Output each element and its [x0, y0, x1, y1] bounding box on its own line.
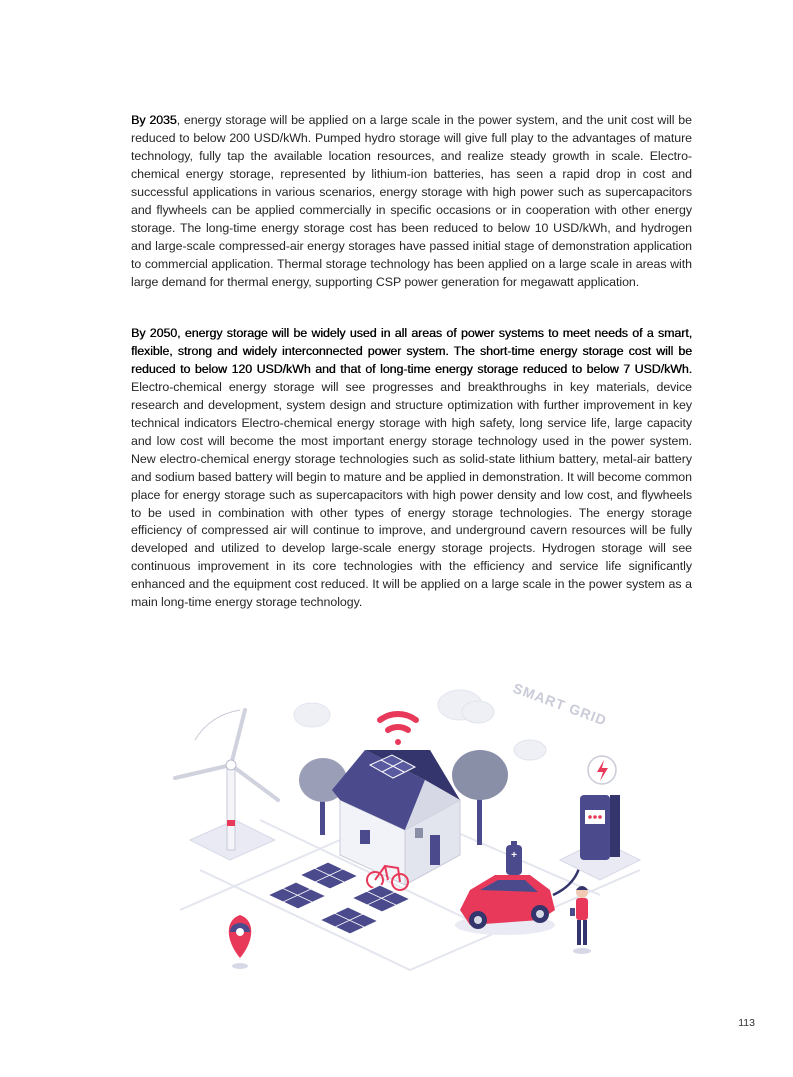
lightning-icon — [588, 756, 616, 784]
wind-turbine — [175, 710, 278, 860]
paragraph-2050 — [131, 325, 692, 612]
wifi-signal-icon — [380, 714, 416, 745]
person-figure — [570, 886, 591, 954]
house — [332, 750, 460, 885]
location-pin-icon — [229, 915, 252, 969]
page-number: 113 — [738, 1017, 755, 1029]
paragraph-2050-body: Electro-chemical energy storage will see progresses and breakthroughs in key materials, device research and development, system design and structure optimization with further improvement in key technical indicators Electro-chemical energy storage with high safety, long service life, large capacity and low cost will become the most important energy storage technology used in the power system. New electro-chemical energy storage technologies such as solid-state lithium battery, metal-air battery and sodium based battery will begin to mature and be applied in demonstration. It will become common place for energy storage such as supercapacitors with high power density and low cost, and flywheels to be used in combination with other types of energy storage technologies. The energy storage efficiency of compressed air will continue to improve, and underground cavern resources will be fully developed and utilized to develop large-scale energy storage projects. Hydrogen storage will see continuous improvement in its core technologies with the efficiency and service life significantly enhanced and the equipment cost reduced. It will be applied on a large scale in the power system as a main long-time energy storage technology. — [131, 379, 692, 610]
paragraph-2035-body: , energy storage will be applied on a large scale in the power system, and the unit cost will be reduced to below 200 USD/kWh. Pumped hydro storage will give full play to the advantages of mature technology, fully tap the available location resources, and realize steady growth in scale. Electro-chemical energy storage, represented by lithium-ion batteries, has seen a rapid drop in cost and successful applications in various scenarios, energy storage with high power such as supercapacitors and flywheels can be applied commercially in specific occasions or in cooperation with other energy storage. The long-time energy storage cost has been reduced to below 10 USD/kWh, and hydrogen and large-scale compressed-air energy storages have passed initial stage of demonstration application to commercial application. Thermal storage technology has been applied on a large scale in areas with large demand for thermal energy, supporting CSP power generation for megawatt application. — [131, 113, 692, 289]
smart-grid-illustration — [160, 670, 660, 980]
battery-icon — [506, 841, 522, 875]
charging-station — [560, 756, 640, 880]
paragraph-2035 — [131, 112, 692, 292]
smart-grid-label: SMART GRID — [510, 679, 610, 729]
battery-plus-symbol: + — [511, 850, 517, 861]
paragraph-2050-lead: By 2050, energy storage will be widely used in all areas of power systems to meet needs of a smart, flexible, strong and widely interconnected power system. The short-time energy storage cost will be reduced to below 120 USD/kWh and that of long-time energy storage reduced to below 7 USD/kWh. — [131, 326, 692, 376]
electric-car — [455, 875, 555, 935]
paragraph-2035-lead: By 2035 — [131, 113, 177, 127]
cloud-icon — [294, 690, 546, 760]
